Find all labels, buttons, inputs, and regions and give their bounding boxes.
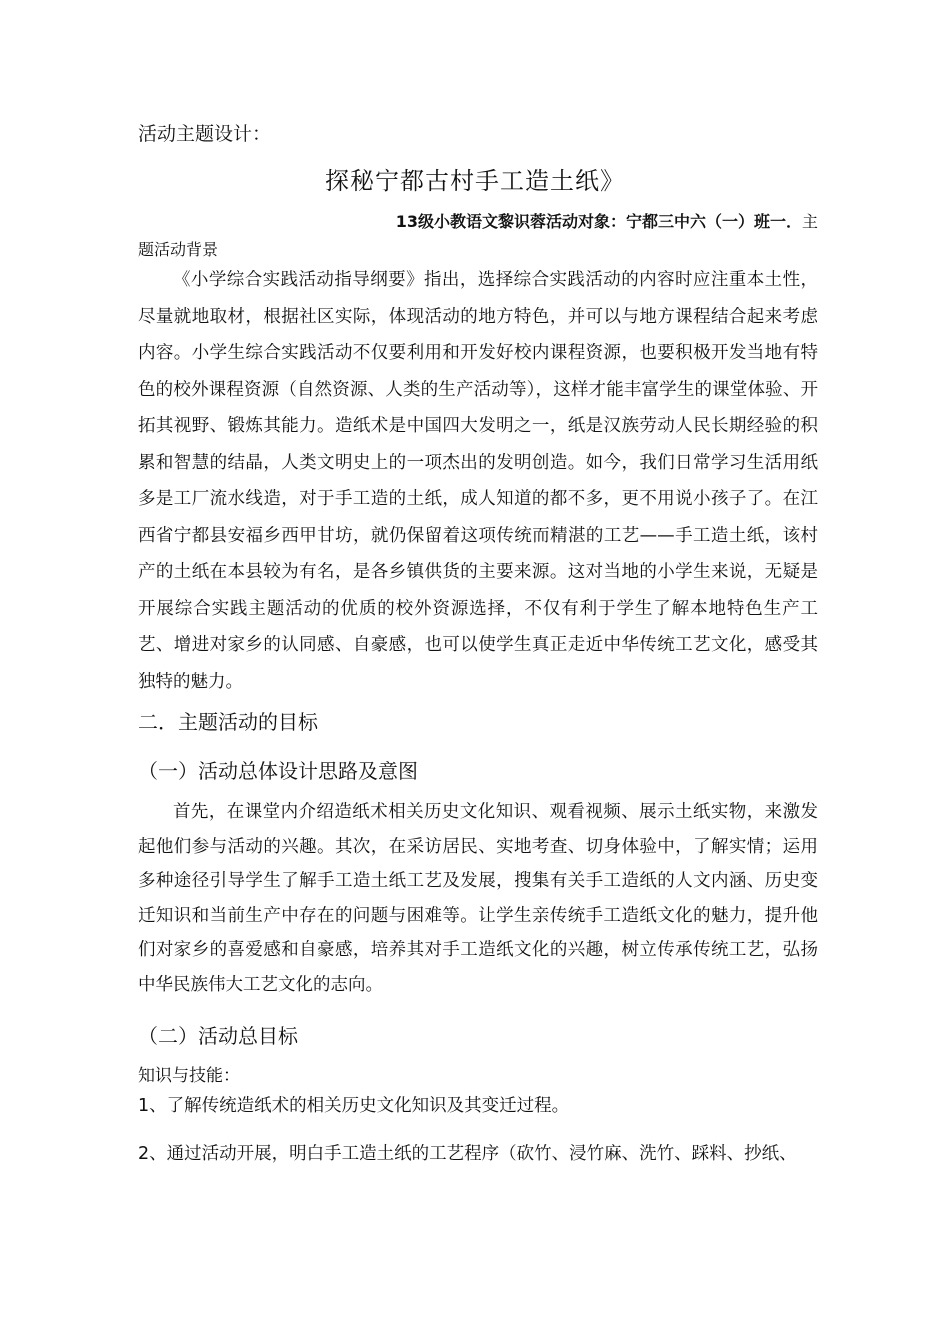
author-info: 13级小教语文黎识蓉活动对象：宁都三中六（一）班一． — [395, 212, 802, 231]
goal-item-2: 2、通过活动开展，明白手工造土纸的工艺程序（砍竹、浸竹麻、洗竹、踩料、抄纸、 — [138, 1144, 797, 1164]
section1-heading-end: 题活动背景 — [138, 240, 219, 259]
background-paragraph: 《小学综合实践活动指导纲要》指出，选择综合实践活动的内容时应注重本土性，尽量就地取材，根据社区实际，体现活动的地方特色，并可以与地方课程结合起来考虑内容。小学生综合实践活动不仅要利用和开发好校内课程资源，也要积极开发当地有特色的校外课程资源（自然资源、人类的生产活动等），这样才能丰富学生的课堂体验、开拓其视野、锻炼其能力。造纸术是中国四大发明之一，纸是汉族劳动人民长期经验的积累和智慧的结晶，人类文明史上的一项杰出的发明创造。如今，我们日常学习生活用纸多是工厂流水线造，对于手工造的土纸，成人知道的都不多，更不用说小孩子了。在江西省宁都县安福乡西甲甘坊，就仍保留着这项传统而精湛的工艺——手工造土纸，该村产的土纸在本县较为有名，是各乡镇供货的主要来源。这对当地的小学生来说，无疑是开展综合实践主题活动的优质的校外资源选择，不仅有利于学生了解本地特色生产工艺、增进对家乡的认同感、自豪感，也可以使学生真正走近中华传统工艺文化，感受其独特的魅力。 — [138, 270, 818, 692]
section1-heading-start: 主 — [801, 212, 818, 231]
document-title: 探秘宁都古村手工造土纸》 — [325, 167, 625, 195]
knowledge-label: 知识与技能： — [138, 1066, 240, 1086]
section-label: 活动主题设计： — [138, 123, 272, 145]
subsection1-heading: （一）活动总体设计思路及意图 — [138, 759, 418, 783]
author-and-target-line — [138, 208, 818, 236]
design-paragraph: 首先，在课堂内介绍造纸术相关历史文化知识、观看视频、展示土纸实物，来激发起他们参与活动的兴趣。其次，在采访居民、实地考查、切身体验中，了解实情；运用多种途径引导学生了解手工造土纸工艺及发展，搜集有关手工造纸的人文内涵、历史变迁知识和当前生产中存在的问题与困难等。让学生亲传统手工造纸文化的魅力，提升他们对家乡的喜爱感和自豪感，培养其对手工造纸文化的兴趣，树立传承传统工艺，弘扬中华民族伟大工艺文化的志向。 — [138, 802, 818, 995]
meta-block — [138, 208, 818, 264]
goal-item-1: 1、了解传统造纸术的相关历史文化知识及其变迁过程。 — [138, 1096, 570, 1116]
section2-heading: 二．主题活动的目标 — [138, 710, 318, 734]
subsection2-heading: （二）活动总目标 — [138, 1024, 298, 1048]
